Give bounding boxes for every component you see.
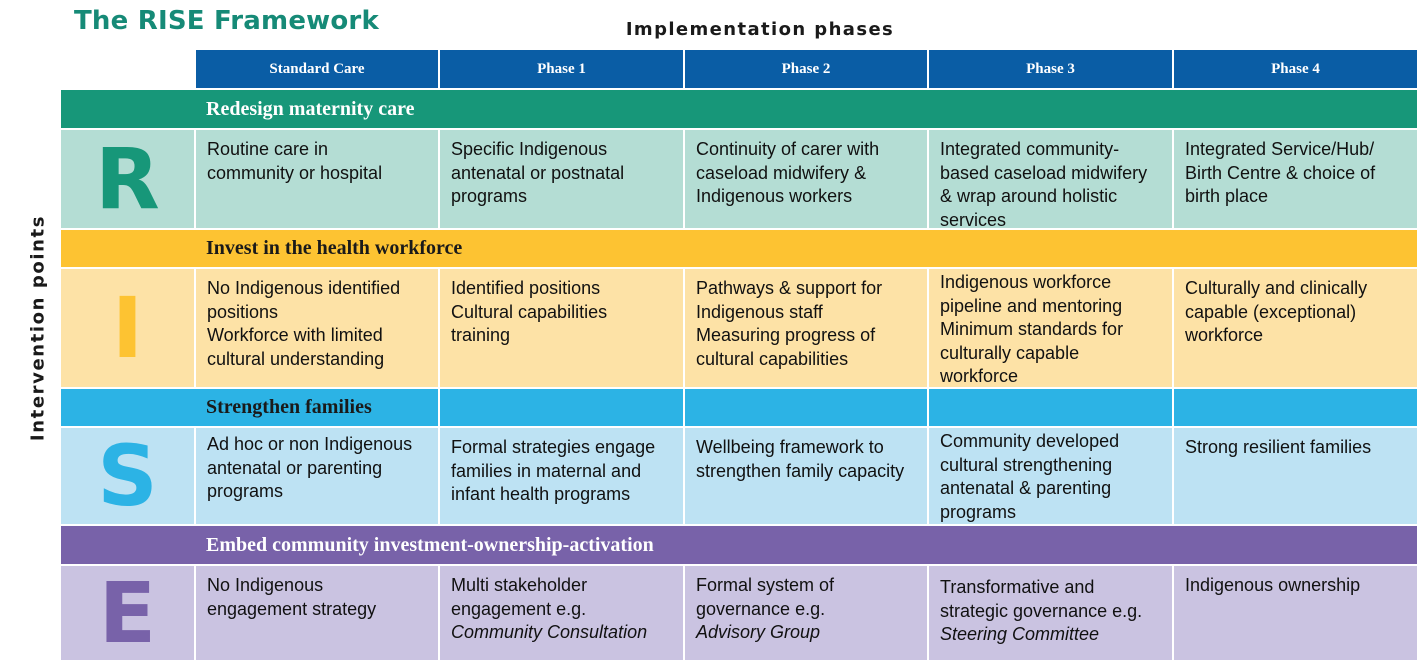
cell-e-phase1 [440,566,683,660]
cell-line: Advisory Group [696,622,821,642]
band-strengthen-cell [440,389,683,426]
cell-line: Birth Centre & choice of [1185,162,1376,183]
cell-i-phase4 [1174,269,1417,387]
column-header: Phase 3 [929,50,1172,88]
cell-r-standard [196,130,438,228]
band-strengthen-cell [685,389,927,426]
cell-s-phase3 [929,428,1172,524]
cell-e-standard [196,566,438,660]
cell-line: based caseload midwifery [940,162,1148,183]
letter-s: S [61,428,194,524]
band-strengthen-cell [1174,389,1417,426]
cell-line: Ad hoc or non Indigenous [207,434,413,454]
letter-r: R [61,130,194,228]
cell-line: Indigenous staff [696,301,823,322]
cell-line: positions [207,301,279,322]
cell-line: families in maternal and [451,460,642,481]
column-header: Phase 2 [685,50,927,88]
cell-line: Formal system of [696,575,835,595]
cell-s-phase2 [685,428,927,524]
cell-e-phase3 [929,566,1172,660]
cell-line: Transformative and [940,577,1095,597]
cell-line: Pathways & support for [696,278,883,298]
cell-line: workforce [940,366,1019,386]
cell-r-phase1 [440,130,683,228]
rise-framework-table [61,50,1409,662]
cell-line: strengthen family capacity [696,460,905,481]
cell-s-phase1 [440,428,683,524]
cell-line: Integrated community- [940,139,1120,159]
letter-e: E [61,566,194,660]
cell-line: & wrap around holistic [940,186,1118,206]
cell-line: Indigenous ownership [1185,575,1361,595]
cell-line: Formal strategies engage [451,437,656,457]
cell-line: capable (exceptional) [1185,301,1357,322]
cell-line: engagement e.g. [451,598,587,619]
cell-i-phase1 [440,269,683,387]
cell-s-standard [196,428,438,524]
cell-line: No Indigenous [207,575,324,595]
cell-line: Community Consultation [451,622,648,642]
cell-line: Continuity of carer with [696,139,880,159]
cell-line: antenatal & parenting [940,478,1112,498]
cell-line: Identified positions [451,278,601,298]
band-strengthen-cell [929,389,1172,426]
letter-i: I [61,269,194,387]
cell-line: antenatal or postnatal [451,162,625,183]
cell-r-phase3 [929,130,1172,228]
cell-line: Strong resilient families [1185,437,1372,457]
cell-line: cultural strengthening [940,454,1113,475]
cell-line: caseload midwifery & [696,162,867,183]
phases-heading: Implementation phases [625,19,895,40]
cell-line: engagement strategy [207,598,377,619]
cell-i-phase2 [685,269,927,387]
cell-line: Integrated Service/Hub/ [1185,139,1375,159]
band-invest: Invest in the health workforce [61,230,1417,267]
cell-line: Multi stakeholder [451,575,588,595]
cell-line: Workforce with limited [207,325,383,345]
cell-line: Indigenous workers [696,186,853,206]
cell-line: programs [207,481,284,501]
cell-line: cultural capabilities [696,348,849,369]
band-strengthen: Strengthen families [61,389,438,426]
cell-line: infant health programs [451,484,631,504]
cell-line: services [940,209,1007,230]
cell-line: programs [451,186,528,206]
band-redesign: Redesign maternity care [61,90,1417,128]
cell-line: governance e.g. [696,598,826,619]
cell-e-phase2 [685,566,927,660]
column-header: Phase 4 [1174,50,1417,88]
cell-r-phase4 [1174,130,1417,228]
header-corner [61,50,194,88]
intervention-points-label: Intervention points [27,214,49,442]
cell-line: No Indigenous identified [207,278,401,298]
cell-line: Culturally and clinically [1185,278,1368,298]
cell-line: strategic governance e.g. [940,600,1143,621]
cell-line: Minimum standards for [940,319,1124,339]
cell-line: Indigenous workforce [940,272,1112,292]
cell-line: community or hospital [207,162,383,183]
cell-line: Specific Indigenous [451,139,608,159]
cell-line: Steering Committee [940,624,1100,644]
cell-line: pipeline and mentoring [940,295,1123,316]
cell-line: Community developed [940,431,1120,451]
cell-line: birth place [1185,186,1269,206]
page-title: The RISE Framework [74,6,379,36]
cell-s-phase4 [1174,428,1417,524]
cell-line: workforce [1185,325,1264,345]
cell-line: cultural understanding [207,348,385,369]
cell-i-standard [196,269,438,387]
cell-e-phase4 [1174,566,1417,660]
cell-line: culturally capable [940,342,1080,363]
cell-r-phase2 [685,130,927,228]
cell-line: Cultural capabilities [451,301,608,322]
band-embed: Embed community investment-ownership-activation [61,526,1417,564]
cell-line: Wellbeing framework to [696,437,884,457]
column-header: Standard Care [196,50,438,88]
cell-i-phase3 [929,269,1172,387]
cell-line: antenatal or parenting [207,457,383,478]
cell-line: programs [940,501,1017,522]
cell-line: Measuring progress of [696,325,876,345]
cell-line: Routine care in [207,139,329,159]
column-header: Phase 1 [440,50,683,88]
cell-line: training [451,325,511,345]
